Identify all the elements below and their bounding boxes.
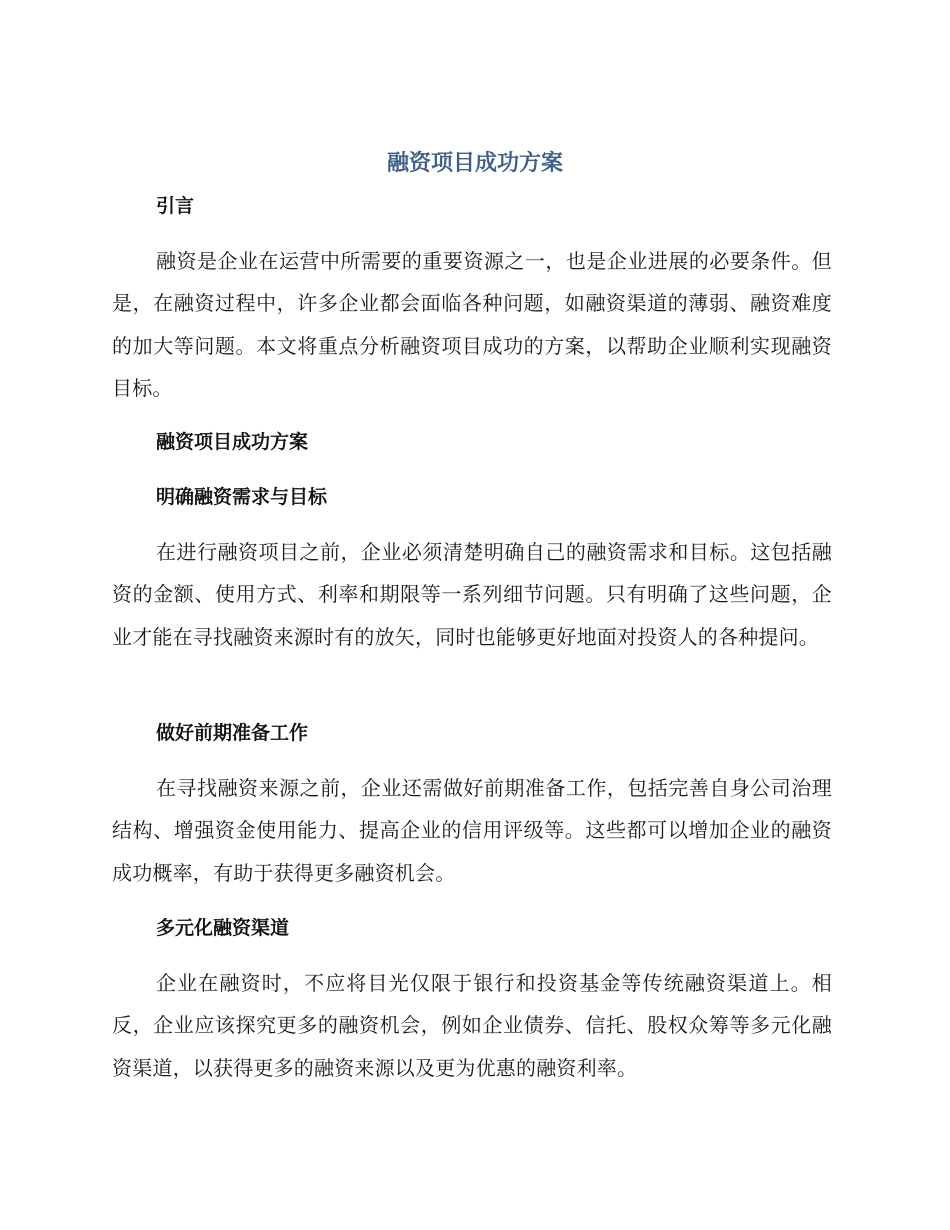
section-heading-diversified-channels: 多元化融资渠道 xyxy=(156,917,290,939)
section-paragraph-introduction: 融资是企业在运营中所需要的重要资源之一，也是企业进展的必要条件。但是，在融资过程中，许多企业都会面临各种问题，如融资渠道的薄弱、融资难度的加大等问题。本文将重点分析融资项目成功的方案，以帮助企业顺利实现融资目标。 xyxy=(112,249,832,400)
section-heading-preparation: 做好前期准备工作 xyxy=(156,722,309,744)
document-title: 融资项目成功方案 xyxy=(386,151,563,176)
section-paragraph-clarify-needs: 在进行融资项目之前，企业必须清楚明确自己的融资需求和目标。这包括融资的金额、使用方式、利率和期限等一系列细节问题。只有明确了这些问题，企业才能在寻找融资来源时有的放矢，同时也能够更好地面对投资人的各种提问。 xyxy=(112,540,832,649)
section-heading-introduction: 引言 xyxy=(156,195,195,217)
section-paragraph-preparation: 在寻找融资来源之前，企业还需做好前期准备工作，包括完善自身公司治理结构、增强资金使用能力、提高企业的信用评级等。这些都可以增加企业的融资成功概率，有助于获得更多融资机会。 xyxy=(112,776,832,885)
section-heading-clarify-needs: 明确融资需求与目标 xyxy=(156,486,328,508)
section-paragraph-diversified-channels: 企业在融资时，不应将目光仅限于银行和投资基金等传统融资渠道上。相反，企业应该探究更多的融资机会，例如企业债券、信托、股权众筹等多元化融资渠道，以获得更多的融资来源以及更为优惠的融资利率。 xyxy=(112,971,832,1080)
section-heading-plan: 融资项目成功方案 xyxy=(156,431,309,453)
